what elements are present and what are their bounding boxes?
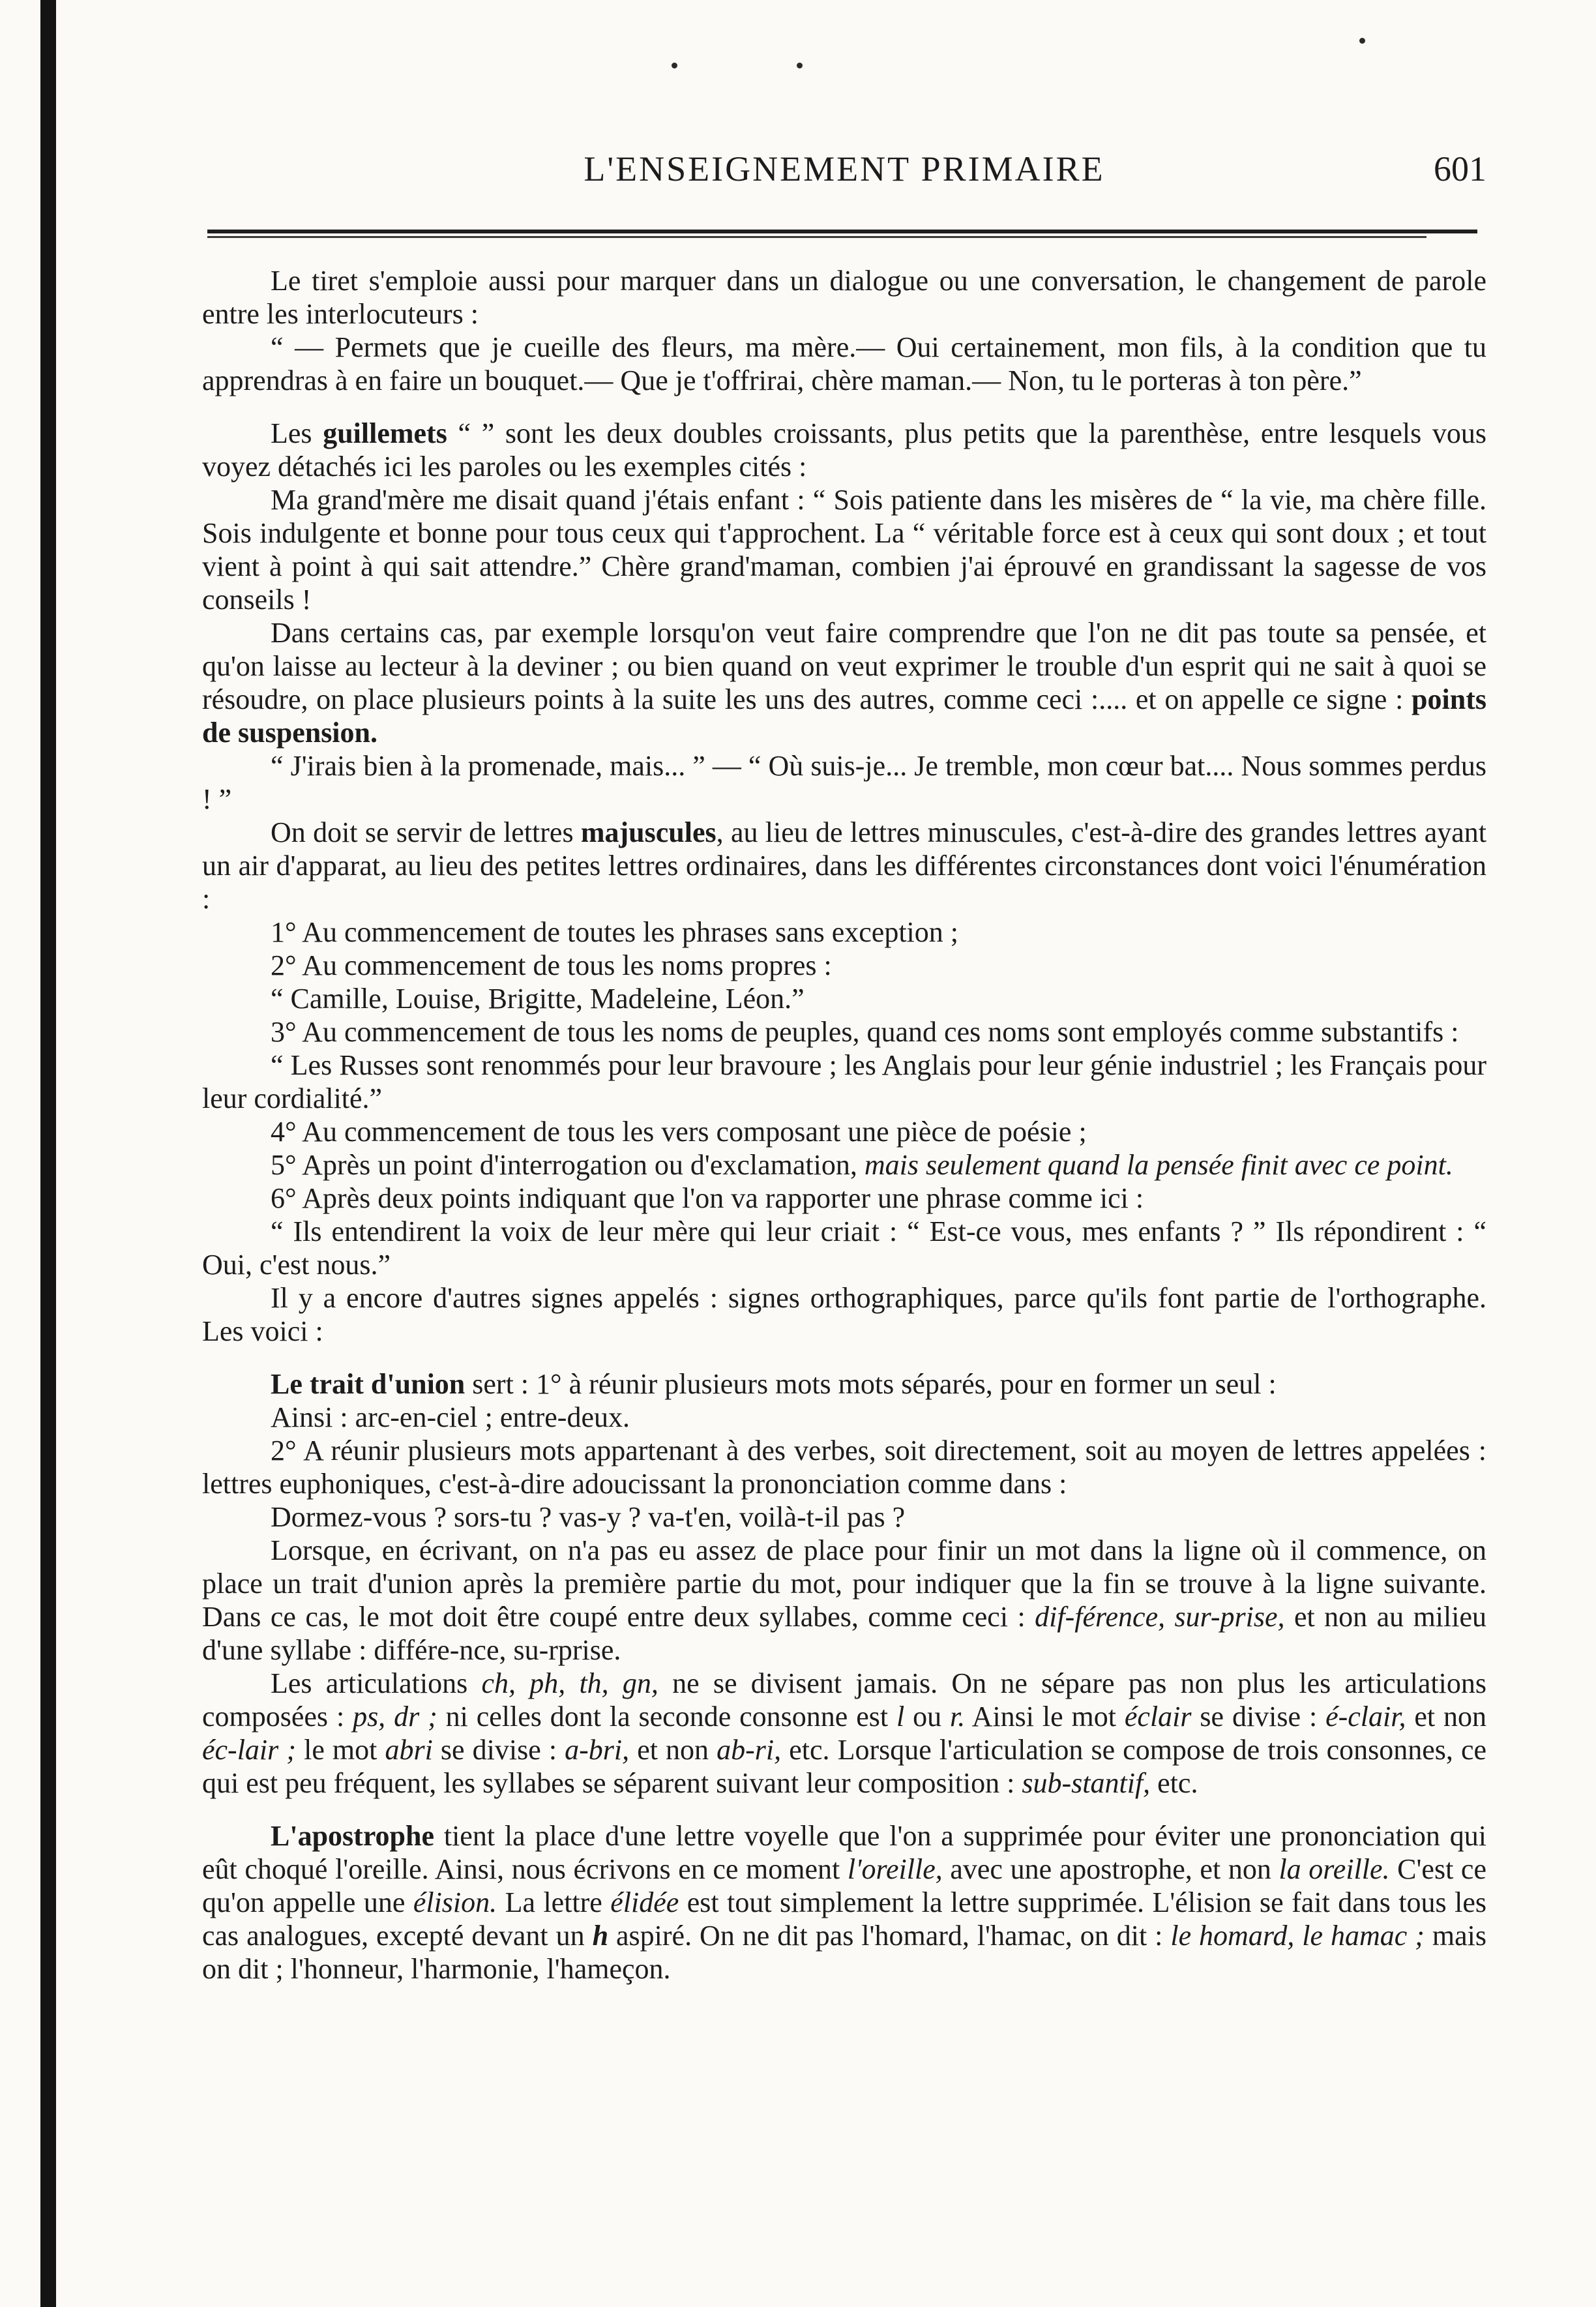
list-example: “ Camille, Louise, Brigitte, Madeleine, Léon.” [271, 983, 805, 1015]
trait-example: Ainsi : arc-en-ciel ; entre-deux. [271, 1401, 630, 1433]
trait-example: Dormez-vous ? sors-tu ? vas-y ? va-t'en, voilà-t-il pas ? [271, 1501, 906, 1533]
trait-item: 2° A réunir plusieurs mots appartenant à des verbes, soit directement, soit au moyen de lettres appelées : lettres euphoniques, c'est-à-dire adoucissant la prononciation comme dans : [202, 1435, 1486, 1500]
header-rule [207, 230, 1477, 238]
paragraph-trait-union: Le trait d'union sert : 1° à réunir plusieurs mots mots séparés, pour en former un seul : [271, 1368, 1277, 1400]
term-majuscules: majuscules [580, 816, 717, 848]
term-trait-union: Le trait d'union [271, 1368, 466, 1400]
list-item: 5° Après un point d'interrogation ou d'exclamation, mais seulement quand la pensée finit avec ce point. [271, 1149, 1453, 1181]
print-speck [1359, 38, 1365, 44]
list-example: “ Les Russes sont renommés pour leur bravoure ; les Anglais pour leur génie industriel ; les Français pour leur cordialité.” [202, 1049, 1486, 1114]
term-apostrophe: L'apostrophe [271, 1820, 435, 1852]
suspension-example: “ J'irais bien à la promenade, mais... ” — “ Où suis-je... Je tremble, mon cœur bat.... Nous sommes perdus ! ” [202, 750, 1486, 815]
binding-edge [40, 0, 56, 2307]
print-speck [797, 63, 803, 68]
list-example: “ Ils entendirent la voix de leur mère qui leur criait : “ Est-ce vous, mes enfants ? ” Ils répondirent : “ Oui, c'est nous.” [202, 1215, 1486, 1281]
list-item: 6° Après deux points indiquant que l'on va rapporter une phrase comme ici : [271, 1182, 1144, 1214]
paragraph-coupure: Lorsque, en écrivant, on n'a pas eu assez de place pour finir un mot dans la ligne où il commence, on place un trait d'union après la première partie du mot, pour indiquer que la fin se trouve à la ligne suivante. Dans ce cas, le mot doit être coupé entre deux syllabes, comme ceci : dif-férence, sur-prise, et non au milieu d'une syllabe : différe-nce, su-rprise. [202, 1534, 1487, 1666]
term-guillemets: guillemets [323, 417, 447, 449]
paragraph-guillemets: Les guillemets “ ” sont les deux doubles croissants, plus petits que la parenthèse, entre lesquels vous voyez détachés ici les paroles ou les exemples cités : [202, 417, 1486, 483]
list-item: 2° Au commencement de tous les noms propres : [271, 949, 832, 981]
term-points-de-suspension: points de suspension. [202, 683, 1486, 749]
paragraph-signes: Il y a encore d'autres signes appelés : signes orthographiques, parce qu'ils font partie de l'orthographe. Les voici : [202, 1282, 1486, 1347]
paragraph-articulations: Les articulations ch, ph, th, gn, ne se divisent jamais. On ne sépare pas non plus les articulations composées : ps, dr ; ni celles dont la seconde consonne est l ou r. Ainsi le mot éclair se divise : é-clair, et non éc-lair ; le mot abri se divise : a-bri, et non ab-ri, etc. Lorsque l'articulation se compose de trois consonnes, ce qui est peu fréquent, les syllabes se séparent suivant leur composition : sub-stantif, etc. [202, 1667, 1487, 1799]
paragraph-suspension: Dans certains cas, par exemple lorsqu'on veut faire comprendre que l'on ne dit pas toute sa pensée, et qu'on laisse au lecteur à la deviner ; ou bien quand on veut exprimer le trouble d'un esprit qui ne sait à quoi se résoudre, on place plusieurs points à la suite les uns des autres, comme ceci :.... et on appelle ce signe : points de suspension. [202, 617, 1486, 749]
dialogue-example: “ — Permets que je cueille des fleurs, ma mère.— Oui certainement, mon fils, à la condition que tu apprendras à en faire un bouquet.— Que je t'offrirai, chère maman.— Non, tu le porteras à ton père.” [202, 331, 1486, 396]
body-text [202, 264, 1486, 1986]
quote-example: Ma grand'mère me disait quand j'étais enfant : “ Sois patiente dans les misères de “ la vie, ma chère fille. Sois indulgente et bonne pour tous ceux qui t'approchent. La “ véritable force est à ceux qui sont doux ; et tout vient à point à qui sait attendre.” Chère grand'maman, combien j'ai éprouvé en grandissant la sagesse de vos conseils ! [202, 484, 1486, 616]
page-number: 601 [1434, 149, 1486, 188]
print-speck [672, 63, 677, 68]
list-item: 3° Au commencement de tous les noms de peuples, quand ces noms sont employés comme substantifs : [271, 1016, 1459, 1048]
page-header [202, 149, 1486, 207]
paragraph-apostrophe: L'apostrophe tient la place d'une lettre voyelle que l'on a supprimée pour éviter une prononciation qui eût choqué l'oreille. Ainsi, nous écrivons en ce moment l'oreille, avec une apostrophe, et non la oreille. C'est ce qu'on appelle une élision. La lettre élidée est tout simplement la lettre supprimée. L'élision se fait dans tous les cas analogues, excepté devant un h aspiré. On ne dit pas l'homard, l'hamac, on dit : le homard, le hamac ; mais on dit ; l'honneur, l'harmonie, l'hameçon. [202, 1820, 1487, 1985]
list-item: 1° Au commencement de toutes les phrases sans exception ; [271, 916, 958, 948]
running-title: L'ENSEIGNEMENT PRIMAIRE [584, 149, 1105, 188]
list-item: 4° Au commencement de tous les vers composant une pièce de poésie ; [271, 1116, 1087, 1148]
paragraph-majuscules: On doit se servir de lettres majuscules, au lieu de lettres minuscules, c'est-à-dire des grandes lettres ayant un air d'apparat, au lieu des petites lettres ordinaires, dans les différentes circonstances dont voici l'énumération : [202, 816, 1486, 915]
paragraph-tiret: Le tiret s'emploie aussi pour marquer dans un dialogue ou une conversation, le changement de parole entre les interlocuteurs : [202, 265, 1486, 330]
